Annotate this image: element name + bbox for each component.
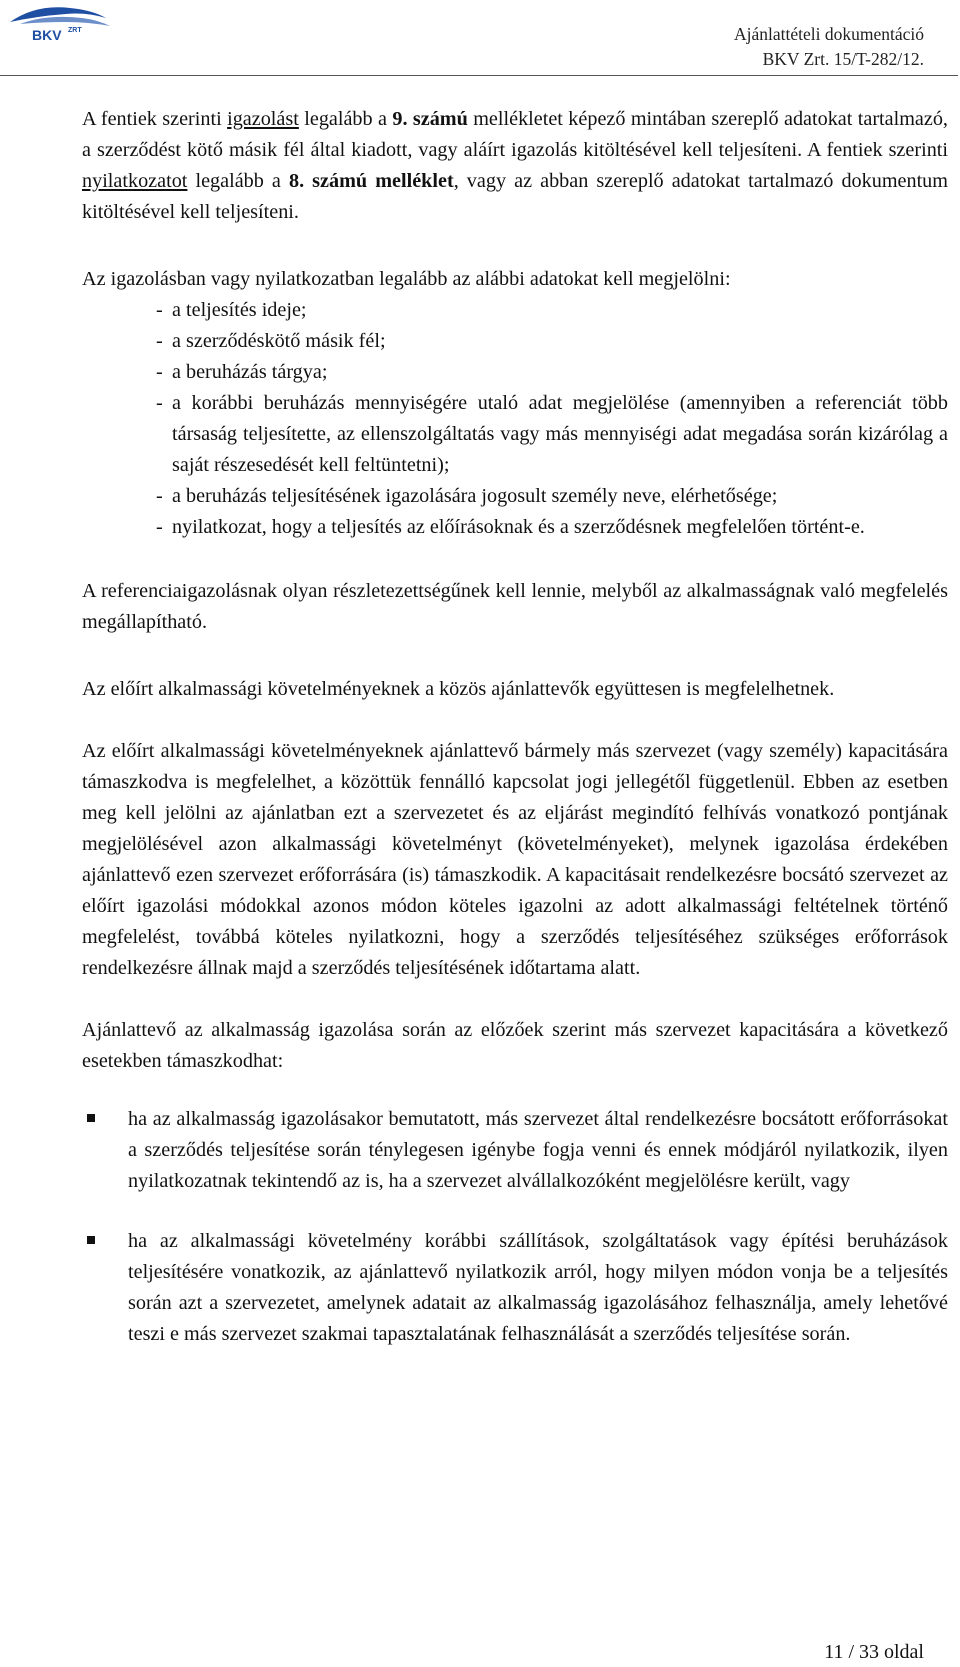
paragraph-required-data-intro: Az igazolásban vagy nyilatkozatban legalább az alábbi adatokat kell megjelölni: <box>82 268 731 290</box>
list-item: - a beruházás tárgya; <box>156 357 948 388</box>
list-item: - a beruházás teljesítésének igazolására jogosult személy neve, elérhetősége; <box>156 481 948 512</box>
list-item: - nyilatkozat, hogy a teljesítés az előírásoknak és a szerződésnek megfelelően történt-e. <box>156 512 948 543</box>
text-span: mellékletet képező mintában szereplő adatokat tartalmazó, a szerződést kötő másik fél által kiadott, vagy aláírt igazolás kitöltésével kell teljesíteni. A fentiek szerinti <box>82 108 948 161</box>
underlined-term-nyilatkozatot: nyilatkozatot <box>82 170 188 192</box>
reliance-cases-list <box>82 1104 948 1350</box>
page-header <box>0 0 960 80</box>
list-item-text: ha az alkalmasság igazolásakor bemutatott, más szervezet által rendelkezésre bocsátott erőforrásokat a szerződés teljesítése során ténylegesen igénybe fogja venni és ennek módjáról nyilatkozik, ilyen nyilatkozatnak tekintendő az is, ha a szervezet alvállalkozóként megjelölésre került, vagy <box>128 1108 948 1192</box>
list-item-text: ha az alkalmassági követelmény korábbi szállítások, szolgáltatások vagy építési beruházások teljesítésére vonatkozik, az ajánlattevő nyilatkozik arról, hogy milyen módon vonja be a teljesítés során azt a szervezetet, amelynek adatait az alkalmasság igazolásához felhasználja, amely lehetővé teszi e más szervezet szakmai tapasztalatának felhasználását a szerződés teljesítése során. <box>128 1230 948 1345</box>
list-item <box>82 1104 948 1197</box>
square-bullet-icon <box>87 1236 95 1244</box>
header-info <box>734 22 924 72</box>
bold-annex-9: 9. számú <box>392 108 468 130</box>
logo-text: BKV <box>32 27 62 43</box>
page-number: 11 / 33 oldal <box>824 1641 924 1663</box>
text-span: legalább a <box>298 108 393 130</box>
paragraph-capacity-reliance: Az előírt alkalmassági követelményeknek ajánlattevő bármely más szervezet (vagy személy) kapacitására támaszkodva is megfelelhet, a közöttük fennálló kapcsolat jogi jellegétől függetlenül. Ebben az esetben meg kell jelölni az ajánlatban ezt a szervezetet és az eljárást megindító felhívás vonatkozó pontjának megjelölésével azon alkalmassági követelményt (követelményeket), melynek igazolása érdekében ajánlattevő ezen szervezet erőforrására (is) támaszkodik. A kapacitásait rendelkezésre bocsátó szervezet az előírt igazolási módokkal azonos módon köteles igazolni az adott alkalmassági feltételnek történő megfelelést, továbbá köteles nyilatkozni, hogy a szerződés teljesítéséhez szükséges erőforrások rendelkezésre állnak majd a szerződés teljesítésének időtartama alatt. <box>82 740 948 979</box>
header-divider <box>0 75 958 76</box>
required-data-list <box>82 295 948 543</box>
logo-suffix: ZRT <box>68 27 82 34</box>
paragraph-reference-detail: A referenciaigazolásnak olyan részletezettségűnek kell lennie, melyből az alkalmasságnak való megfelelés megállapítható. <box>82 580 948 633</box>
list-item: - a szerződéskötő másik fél; <box>156 326 948 357</box>
page-content <box>82 104 948 1350</box>
text-span: , vagy az abban szereplő adatokat tartalmazó dokumentum kitöltésével kell teljesíteni. <box>82 170 948 223</box>
list-item: - a teljesítés ideje; <box>156 295 948 326</box>
header-doc-number: BKV Zrt. 15/T-282/12. <box>762 49 924 69</box>
text-span: A fentiek szerinti <box>82 108 228 130</box>
square-bullet-icon <box>87 1114 95 1122</box>
header-doc-title: Ajánlattételi dokumentáció <box>733 24 924 44</box>
list-item <box>82 1226 948 1350</box>
text-span: legalább a <box>187 170 289 192</box>
bkv-logo <box>6 2 118 46</box>
paragraph-joint-bidders: Az előírt alkalmassági követelményeknek a közös ajánlattevők együttesen is megfelelhetnek. <box>82 678 835 700</box>
paragraph-proof-requirements <box>82 104 948 228</box>
underlined-term-igazolast: igazolást <box>227 108 299 130</box>
bold-annex-8: 8. számú melléklet <box>288 170 454 192</box>
paragraph-reliance-cases-intro: Ajánlattevő az alkalmasság igazolása során az előzőek szerint más szervezet kapacitására a következő esetekben támaszkodhat: <box>82 1019 948 1072</box>
list-item: - a korábbi beruházás mennyiségére utaló adat megjelölése (amennyiben a referenciát több társaság teljesítette, az ellenszolgáltatás vagy más mennyiségi adat megadása során kizárólag a saját részesedését kell feltüntetni); <box>156 388 948 481</box>
